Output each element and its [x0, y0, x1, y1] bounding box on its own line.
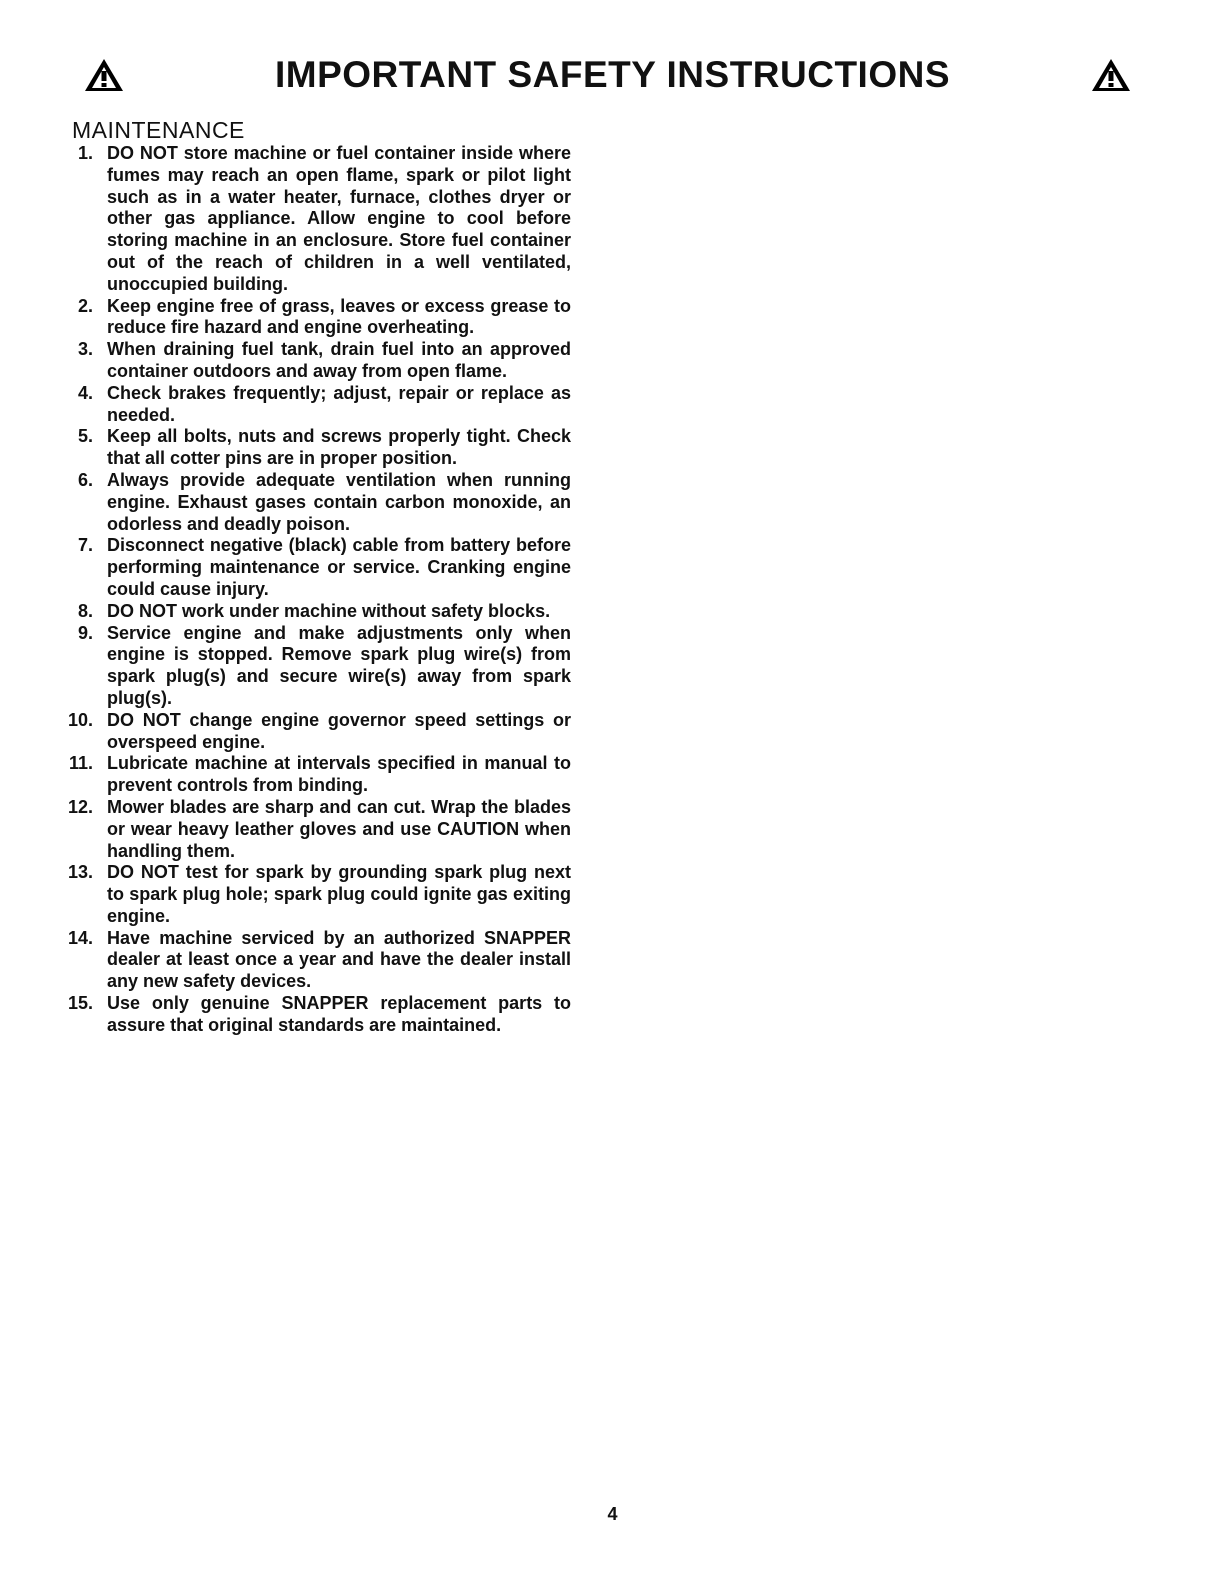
list-item-number: 11. — [68, 753, 93, 774]
page-title: IMPORTANT SAFETY INSTRUCTIONS — [274, 54, 951, 95]
list-item-number: 10. — [68, 709, 94, 730]
list-item-text: Check brakes frequently; adjust, repair or replace as needed. — [107, 382, 571, 425]
list-item-number: 7. — [77, 535, 93, 556]
list-item — [68, 862, 571, 927]
list-item — [68, 143, 571, 296]
list-item — [68, 296, 571, 340]
list-item-text: Have machine serviced by an authorized SNAPPER dealer at least once a year and have the dealer install any new safety devices. — [107, 927, 571, 992]
list-item-number: 6. — [77, 469, 93, 490]
list-item-text: DO NOT work under machine without safety blocks. — [107, 600, 551, 621]
list-item-text: DO NOT test for spark by grounding spark plug next to spark plug hole; spark plug could ignite gas exiting engine. — [107, 862, 571, 926]
list-item — [68, 426, 571, 470]
list-item-number: 3. — [77, 339, 93, 360]
list-item-number: 12. — [68, 796, 94, 817]
section-heading: MAINTENANCE — [72, 117, 245, 143]
list-item — [68, 601, 571, 623]
list-item — [68, 928, 571, 993]
list-item-text: Keep engine free of grass, leaves or excess grease to reduce fire hazard and engine overheating. — [107, 295, 571, 338]
list-item — [68, 993, 571, 1037]
page-header — [0, 52, 1225, 102]
list-item-text: Keep all bolts, nuts and screws properly tight. Check that all cotter pins are in proper position. — [107, 426, 571, 469]
list-item-number: 1. — [77, 143, 93, 163]
list-item — [68, 383, 571, 427]
list-item-number: 15. — [68, 993, 94, 1014]
list-item-text: DO NOT store machine or fuel container inside where fumes may reach an open flame, spark or pilot light such as in a water heater, furnace, clothes dryer or other gas appliance. Allow engine to cool before storing machine in an enclosure. Store fuel container out of the reach of children in a well ventilated, unoccupied building. — [107, 143, 571, 294]
list-item — [68, 797, 571, 862]
page-number: 4 — [607, 1504, 618, 1524]
list-item-text: When draining fuel tank, drain fuel into an approved container outdoors and away from open flame. — [107, 339, 571, 381]
list-item — [68, 535, 571, 600]
list-item — [68, 339, 571, 383]
list-item-text: Service engine and make adjustments only when engine is stopped. Remove spark plug wire(s) from spark plug(s) and secure wire(s) away from spark plug(s). — [107, 622, 571, 708]
list-item-number: 5. — [77, 426, 93, 447]
list-item-number: 4. — [77, 382, 93, 403]
list-item-text: DO NOT change engine governor speed settings or overspeed engine. — [107, 709, 571, 752]
warning-triangle-icon — [1091, 58, 1131, 92]
list-item-text: Lubricate machine at intervals specified in manual to prevent controls from binding. — [107, 753, 571, 796]
list-item-number: 13. — [68, 862, 94, 883]
list-item-text: Disconnect negative (black) cable from battery before performing maintenance or service. Cranking engine could cause injury. — [107, 535, 571, 599]
list-item — [68, 753, 571, 797]
list-item-text: Mower blades are sharp and can cut. Wrap the blades or wear heavy leather gloves and use CAUTION when handling them. — [107, 796, 571, 861]
maintenance-list — [68, 143, 571, 1037]
list-item-number: 14. — [68, 927, 94, 948]
list-item-number: 9. — [77, 622, 93, 643]
list-item-number: 8. — [77, 600, 93, 621]
list-item — [68, 710, 571, 754]
list-item-text: Use only genuine SNAPPER replacement parts to assure that original standards are maintained. — [107, 993, 571, 1035]
list-item — [68, 623, 571, 710]
list-item — [68, 470, 571, 535]
list-item-text: Always provide adequate ventilation when running engine. Exhaust gases contain carbon monoxide, an odorless and deadly poison. — [107, 469, 571, 534]
list-item-number: 2. — [77, 295, 93, 316]
